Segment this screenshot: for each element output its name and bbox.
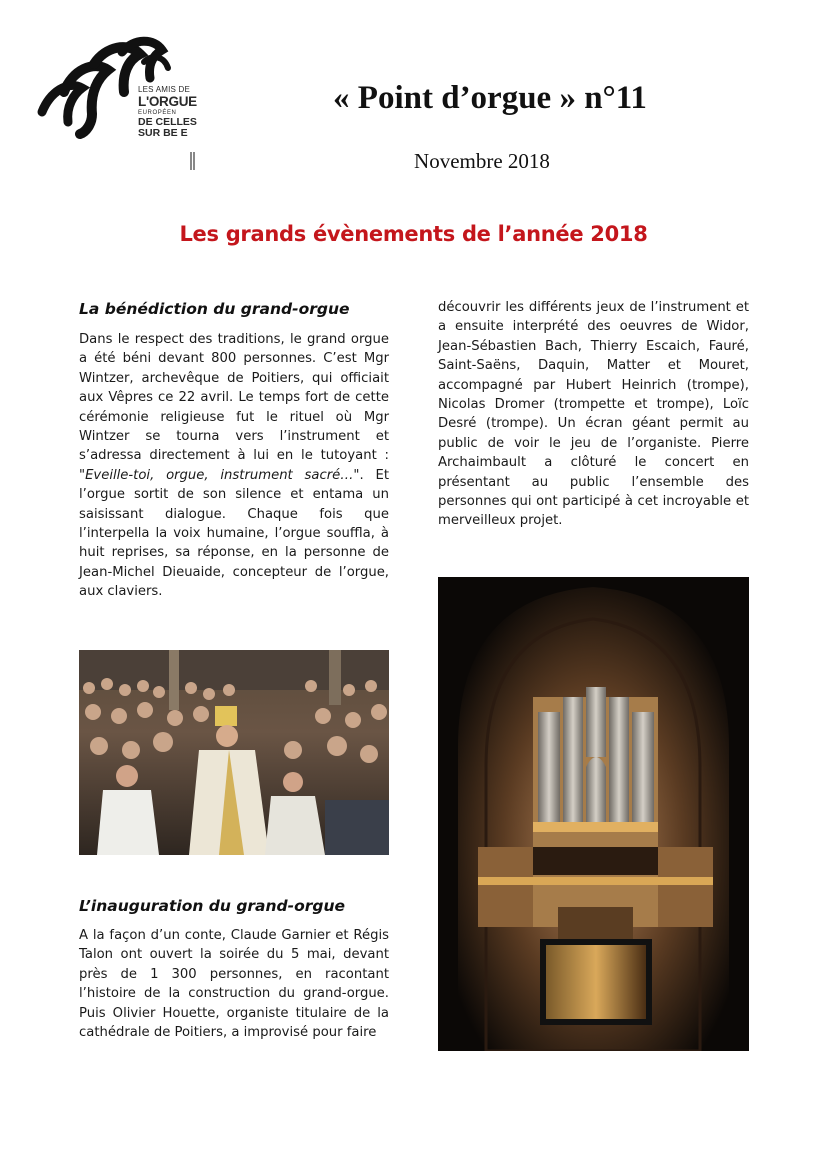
logo-line-2: L'ORGUE [138,94,197,109]
logo-line-4: DE CELLES [138,115,197,128]
section-title-blessing: La bénédiction du grand-orgue [79,300,350,318]
blessing-quote: "Eveille-toi, orgue, instrument sacré…" [79,467,360,483]
logo-line-5: SUR BE E [138,127,188,139]
logo-line-3: EUROPÉEN [138,109,177,116]
crowd-image [79,650,389,855]
organ-inauguration-photo [438,577,749,1051]
section-body-inauguration: A la façon d’un conte, Claude Garnier et Régis Talon ont ouvert la soirée du 5 mai, devant près de 1 300 personnes, en racontant l’histoire de la construction du grand-orgue. Puis Olivier Houette, organiste titulaire de la cathédrale de Poitiers, a improvisé pour faire [79,928,389,1041]
organ-image [438,577,749,1051]
newsletter-title: « Point d’orgue » n°11 [333,80,647,116]
section-body-concert: découvrir les différents jeux de l’instrument et a ensuite interprété des oeuvres de Widor, Jean-Sébastien Bach, Thierry Escaich, Fauré, Saint-Saëns, Daquin, Matter et Mouret, accompagné par Hubert Heinrich (trompe), Nicolas Dromer (trompette et trompe), Loïc Desré (trompe). Un écran géant permit au public de voir le jeu de l’organiste. Pierre Archaimbault a clôturé le concert en présentant au public l’ensemble des personnes qui ont participé à cet incroyable et merveilleux projet. [438,300,749,529]
blessing-text-b: . Et l’orgue sortit de son silence et entama un saisissant dialogue. Chaque fois que l’interpella la voix humaine, l’orgue souffla, à huit reprises, sa réponse, en la personne de Jean-Michel Dieuaide, concepteur de l’orgue, aux claviers. [79,467,390,600]
section-title-inauguration: L’inauguration du grand-orgue [79,897,346,915]
section-body-blessing [79,330,389,602]
blessing-text-a: Dans le respect des traditions, le grand orgue a été béni devant 800 personnes. C’est Mgr Wintzer, archevêque de Poitiers, qui officiait aux Vêpres ce 22 avril. Le temps fort de cette cérémonie religieuse fut le rituel où Mgr Wintzer se tourna vers l’instrument et s’adressa directement à lui en le tutoyant : [79,332,389,464]
page-headline: Les grands évènements de l’année 2018 [179,222,648,246]
logo-line-1: LES AMIS DE [138,85,190,94]
issue-date: Novembre 2018 [414,149,550,173]
blessing-ceremony-photo [79,650,389,855]
logo-wordmark [138,86,208,139]
